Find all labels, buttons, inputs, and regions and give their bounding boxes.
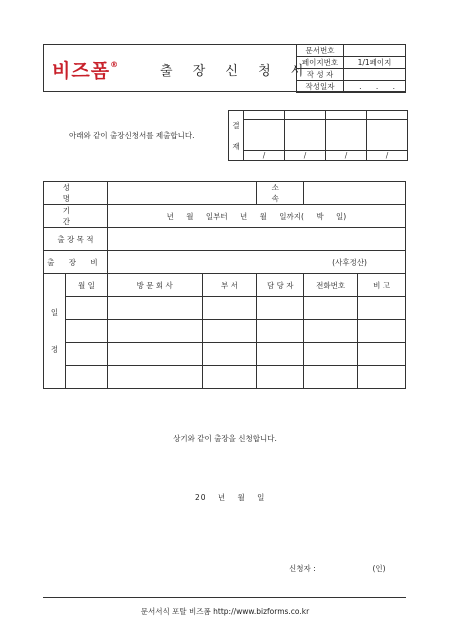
schedule-cell[interactable] bbox=[257, 366, 304, 389]
period-label: 기 간 bbox=[44, 205, 108, 228]
col-header-remarks: 비 고 bbox=[358, 274, 406, 297]
approval-title-3[interactable] bbox=[326, 111, 367, 120]
application-date[interactable]: 20 년 월 일 bbox=[195, 493, 266, 502]
schedule-cell[interactable] bbox=[358, 297, 406, 320]
schedule-cell[interactable] bbox=[304, 366, 358, 389]
schedule-cell[interactable] bbox=[107, 343, 202, 366]
col-header-company: 방 문 회 사 bbox=[107, 274, 202, 297]
schedule-cell[interactable] bbox=[257, 343, 304, 366]
footer-text: 문서서식 포탈 비즈폼 http://www.bizforms.co.kr bbox=[140, 607, 310, 616]
schedule-cell[interactable] bbox=[358, 320, 406, 343]
approval-table bbox=[228, 110, 408, 161]
page-number-value: 1/1페이지 bbox=[344, 57, 406, 69]
col-header-date: 월 일 bbox=[65, 274, 107, 297]
approval-title-4[interactable] bbox=[367, 111, 408, 120]
schedule-cell[interactable] bbox=[202, 366, 257, 389]
approval-label-cell bbox=[229, 111, 244, 161]
schedule-row bbox=[44, 297, 406, 320]
applicant-label: 신청자 : bbox=[289, 564, 316, 573]
schedule-cell[interactable] bbox=[304, 297, 358, 320]
schedule-row bbox=[44, 366, 406, 389]
schedule-cell[interactable] bbox=[358, 366, 406, 389]
seal-mark: (인) bbox=[372, 564, 386, 573]
schedule-cell[interactable] bbox=[202, 297, 257, 320]
col-header-dept: 부 서 bbox=[202, 274, 257, 297]
cost-field[interactable]: (사후정산) bbox=[107, 251, 405, 274]
purpose-field[interactable] bbox=[107, 228, 405, 251]
approval-title-1[interactable] bbox=[244, 111, 285, 120]
schedule-row bbox=[44, 320, 406, 343]
schedule-cell[interactable] bbox=[257, 297, 304, 320]
schedule-cell[interactable] bbox=[257, 320, 304, 343]
schedule-cell[interactable] bbox=[202, 320, 257, 343]
author-label: 작 성 자 bbox=[297, 69, 344, 81]
col-header-contact: 담 당 자 bbox=[257, 274, 304, 297]
schedule-row bbox=[44, 343, 406, 366]
applicant-line bbox=[289, 563, 386, 574]
approval-label-bottom: 재 bbox=[232, 141, 240, 151]
date-written-label: 작성일자 bbox=[297, 81, 344, 93]
schedule-cell[interactable] bbox=[304, 343, 358, 366]
approval-date-4[interactable]: / bbox=[367, 151, 408, 161]
schedule-label bbox=[44, 274, 66, 389]
schedule-cell[interactable] bbox=[65, 297, 107, 320]
footer-divider bbox=[43, 597, 406, 598]
period-field[interactable]: 년 월 일부터 년 월 일까지( 박 일) bbox=[107, 205, 405, 228]
col-header-phone: 전화번호 bbox=[304, 274, 358, 297]
schedule-cell[interactable] bbox=[107, 366, 202, 389]
approval-title-2[interactable] bbox=[285, 111, 326, 120]
schedule-cell[interactable] bbox=[65, 320, 107, 343]
trip-form-table bbox=[43, 181, 406, 389]
schedule-cell[interactable] bbox=[358, 343, 406, 366]
name-field[interactable] bbox=[107, 182, 257, 205]
approval-label-top: 결 bbox=[232, 120, 240, 130]
approval-date-3[interactable]: / bbox=[326, 151, 367, 161]
schedule-cell[interactable] bbox=[65, 343, 107, 366]
schedule-cell[interactable] bbox=[107, 297, 202, 320]
purpose-label: 출 장 목 적 bbox=[44, 228, 108, 251]
dept-field[interactable] bbox=[304, 182, 406, 205]
author-value[interactable] bbox=[344, 69, 406, 81]
doc-number-value[interactable] bbox=[344, 45, 406, 57]
name-label: 성 명 bbox=[44, 182, 108, 205]
doc-number-label: 문서번호 bbox=[297, 45, 344, 57]
date-written-value[interactable]: . . . bbox=[344, 81, 406, 93]
schedule-label-2: 정 bbox=[50, 345, 59, 354]
schedule-label-1: 일 bbox=[50, 308, 59, 317]
schedule-cell[interactable] bbox=[202, 343, 257, 366]
apply-statement: 상기와 같이 출장을 신청합니다. bbox=[173, 434, 277, 443]
intro-text: 아래와 같이 출장신청서를 제출합니다. bbox=[69, 131, 195, 140]
schedule-cell[interactable] bbox=[304, 320, 358, 343]
approval-date-2[interactable]: / bbox=[285, 151, 326, 161]
approval-sign-2[interactable] bbox=[285, 120, 326, 151]
dept-label: 소 속 bbox=[257, 182, 304, 205]
document-title: 출 장 신 청 서 bbox=[160, 64, 312, 79]
approval-sign-4[interactable] bbox=[367, 120, 408, 151]
page-number-label: 페이지번호 bbox=[297, 57, 344, 69]
cost-label: 출 장 비 bbox=[44, 251, 108, 274]
schedule-cell[interactable] bbox=[107, 320, 202, 343]
bizforms-logo: 비즈폼® bbox=[52, 60, 120, 82]
approval-date-1[interactable]: / bbox=[244, 151, 285, 161]
approval-sign-3[interactable] bbox=[326, 120, 367, 151]
schedule-cell[interactable] bbox=[65, 366, 107, 389]
approval-sign-1[interactable] bbox=[244, 120, 285, 151]
document-info-table bbox=[296, 44, 406, 93]
